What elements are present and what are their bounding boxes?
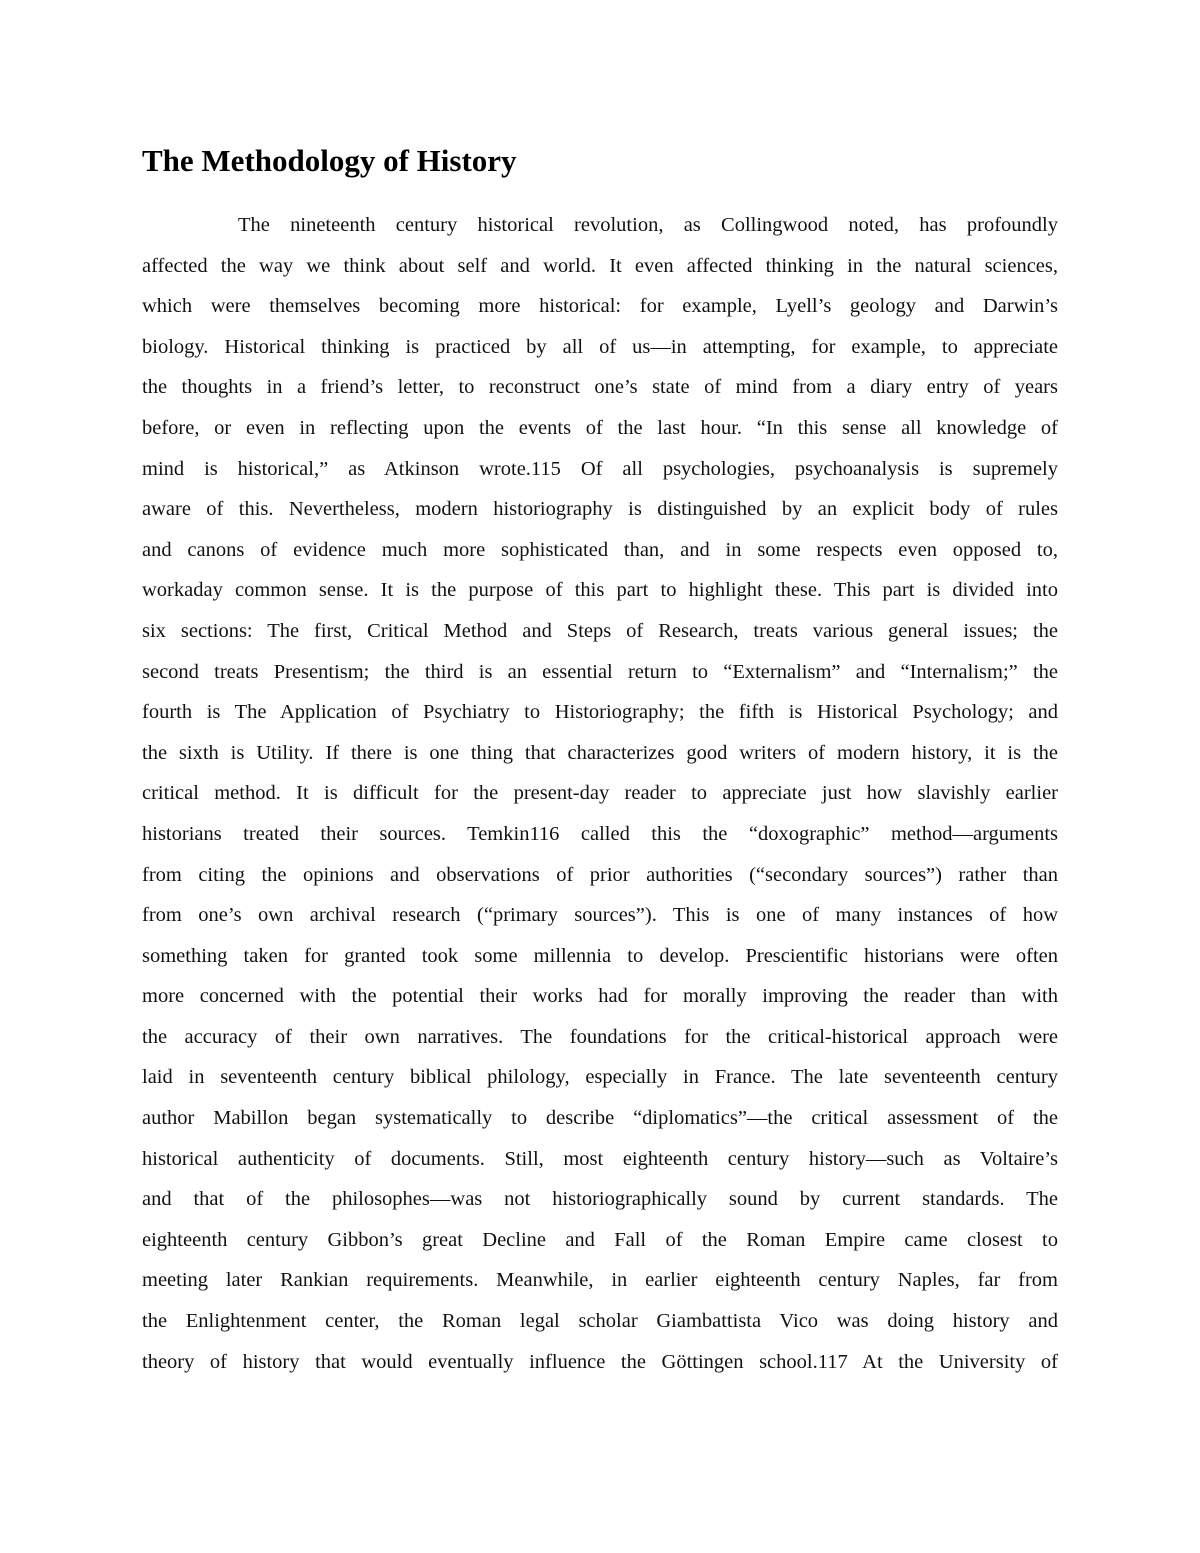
text-line: aware of this. Nevertheless, modern historiography is distinguished by an explicit body of rules — [142, 498, 1058, 521]
text-line: meeting later Rankian requirements. Meanwhile, in earlier eighteenth century Naples, far from — [142, 1269, 1058, 1292]
text-line: and that of the philosophes—was not historiographically sound by current standards. The — [142, 1188, 1058, 1211]
text-line: which were themselves becoming more historical: for example, Lyell’s geology and Darwin’s — [142, 295, 1058, 318]
text-line: historians treated their sources. Temkin116 called this the “doxographic” method—arguments — [142, 822, 1058, 845]
text-line: more concerned with the potential their works had for morally improving the reader than with — [142, 985, 1058, 1008]
text-line: workaday common sense. It is the purpose of this part to highlight these. This part is divided into — [142, 579, 1058, 602]
text-line: The nineteenth century historical revolution, as Collingwood noted, has profoundly — [238, 214, 1058, 236]
text-line: biology. Historical thinking is practiced by all of us—in attempting, for example, to appreciate — [142, 335, 1058, 358]
text-line: the Enlightenment center, the Roman legal scholar Giambattista Vico was doing history and — [142, 1310, 1058, 1333]
text-line: theory of history that would eventually influence the Göttingen school.117 At the University of — [142, 1350, 1058, 1373]
text-line: before, or even in reflecting upon the events of the last hour. “In this sense all knowledge of — [142, 416, 1058, 439]
page-title: The Methodology of History — [142, 143, 517, 178]
text-line: the thoughts in a friend’s letter, to reconstruct one’s state of mind from a diary entry of years — [142, 376, 1058, 399]
text-line: something taken for granted took some millennia to develop. Prescientific historians were often — [142, 944, 1058, 967]
text-line: critical method. It is difficult for the present-day reader to appreciate just how slavishly earlier — [142, 782, 1058, 805]
text-line: from citing the opinions and observations of prior authorities (“secondary sources”) rather than — [142, 863, 1058, 886]
text-line: affected the way we think about self and world. It even affected thinking in the natural sciences, — [142, 254, 1058, 277]
text-line: from one’s own archival research (“primary sources”). This is one of many instances of how — [142, 904, 1058, 927]
text-line: historical authenticity of documents. Still, most eighteenth century history—such as Voltaire’s — [142, 1147, 1058, 1170]
text-line: fourth is The Application of Psychiatry to Historiography; the fifth is Historical Psychology; and — [142, 701, 1058, 724]
text-line: eighteenth century Gibbon’s great Decline and Fall of the Roman Empire came closest to — [142, 1228, 1058, 1251]
text-line: author Mabillon began systematically to describe “diplomatics”—the critical assessment of the — [142, 1107, 1058, 1130]
text-line: the accuracy of their own narratives. The foundations for the critical-historical approach were — [142, 1025, 1058, 1048]
body-paragraph — [142, 205, 1058, 1382]
text-line: six sections: The first, Critical Method and Steps of Research, treats various general issues; the — [142, 619, 1058, 642]
text-line: the sixth is Utility. If there is one thing that characterizes good writers of modern history, it is the — [142, 741, 1058, 764]
text-line: and canons of evidence much more sophisticated than, and in some respects even opposed to, — [142, 538, 1058, 561]
text-line: laid in seventeenth century biblical philology, especially in France. The late seventeenth century — [142, 1066, 1058, 1089]
text-line: second treats Presentism; the third is an essential return to “Externalism” and “Internalism;” the — [142, 660, 1058, 683]
text-line: mind is historical,” as Atkinson wrote.115 Of all psychologies, psychoanalysis is supremely — [142, 457, 1058, 480]
